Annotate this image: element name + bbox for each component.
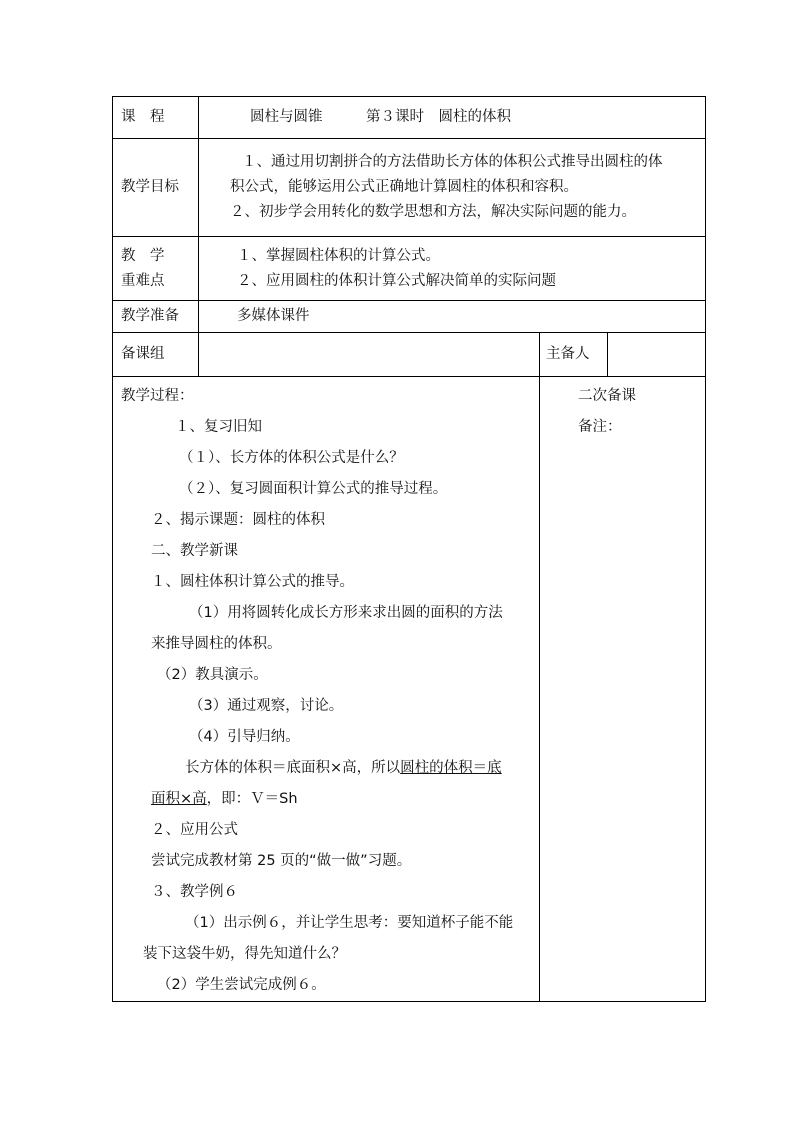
key-points-label [113, 237, 199, 301]
key-points-label-line-2: 重难点 [121, 272, 165, 289]
lesson-plan-table [112, 96, 706, 1002]
formula-text: 长方体的体积＝底面积×高，所以 [185, 760, 401, 776]
lesson-group-row [113, 333, 706, 377]
key-points-row [113, 237, 706, 301]
process-line: （4）引导归纳。 [189, 729, 300, 745]
formula-underlined: 面积×高 [151, 791, 207, 807]
process-line: 二、教学新课 [151, 543, 238, 559]
process-line: １、复习旧知 [175, 419, 262, 435]
lesson-group-label: 备课组 [113, 333, 199, 377]
remarks-label: 备注： [578, 419, 622, 435]
formula-text: ，即：Ｖ＝Sh [206, 791, 298, 807]
objectives-label: 教学目标 [113, 139, 199, 237]
key-points-content [199, 237, 706, 301]
process-line: 尝试完成教材第 25 页的“做一做”习题。 [151, 853, 412, 869]
process-row [113, 377, 706, 1002]
preparation-value: 多媒体课件 [199, 301, 706, 333]
formula-underlined: 圆柱的体积＝底 [400, 760, 502, 776]
process-heading: 教学过程： [121, 388, 194, 404]
process-line: （２）、复习圆面积计算公式的推导过程。 [179, 481, 448, 497]
lead-preparer-value [608, 333, 706, 377]
process-line: （１）、长方体的体积公式是什么？ [179, 450, 404, 466]
second-prep-label: 二次备课 [578, 388, 636, 404]
process-line: （2）教具演示。 [157, 667, 268, 683]
course-label: 课 程 [113, 97, 199, 139]
process-line: １、圆柱体积计算公式的推导。 [151, 574, 354, 590]
process-line: （2）学生尝试完成例６。 [157, 977, 326, 993]
formula-line-2 [113, 784, 539, 815]
process-content [113, 377, 540, 1002]
key-points-label-line-1: 教 学 [121, 247, 165, 264]
process-line: ３、教学例６ [151, 884, 238, 900]
key-point-line-2: ２、应用圆柱的体积计算公式解决简单的实际问题 [237, 272, 556, 289]
side-notes [540, 377, 706, 1002]
process-line: （3）通过观察，讨论。 [189, 698, 344, 714]
course-title: 圆柱与圆锥 第３课时 圆柱的体积 [199, 97, 706, 139]
preparation-row [113, 301, 706, 333]
preparation-label: 教学准备 [113, 301, 199, 333]
process-line: ２、揭示课题：圆柱的体积 [151, 512, 325, 528]
objectives-content [199, 139, 706, 237]
formula-line-1 [113, 753, 539, 784]
objectives-row [113, 139, 706, 237]
process-line: （1）出示例６，并让学生思考：要知道杯子能不能 [185, 915, 514, 931]
objective-line-2: 积公式，能够运用公式正确地计算圆柱的体积和容积。 [230, 179, 578, 195]
process-line: （1）用将圆转化成长方形来求出圆的面积的方法 [189, 605, 503, 621]
objective-line-3: ２、初步学会用转化的数学思想和方法，解决实际问题的能力。 [230, 204, 636, 220]
lesson-group-value [199, 333, 540, 377]
process-line: 装下这袋牛奶，得先知道什么？ [143, 946, 346, 962]
process-line: 来推导圆柱的体积。 [151, 636, 282, 652]
key-point-line-1: １、掌握圆柱体积的计算公式。 [237, 247, 440, 264]
lead-preparer-label: 主备人 [540, 333, 608, 377]
course-row [113, 97, 706, 139]
process-line: ２、应用公式 [151, 822, 238, 838]
objective-line-1: １、通过用切割拼合的方法借助长方体的体积公式推导出圆柱的体 [242, 154, 663, 170]
